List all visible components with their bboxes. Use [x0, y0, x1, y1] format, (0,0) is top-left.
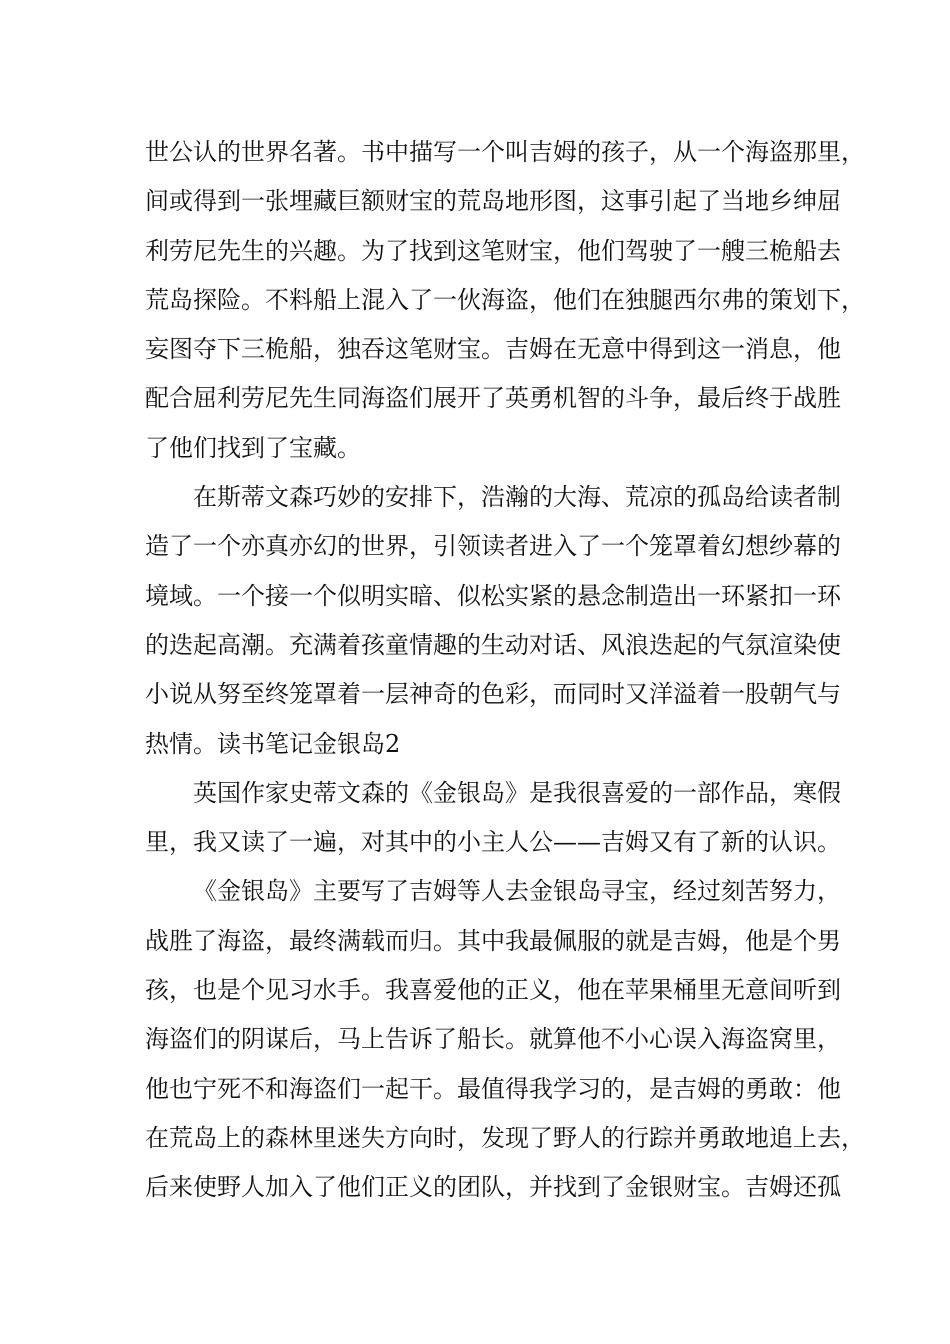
text-line: 英国作家史蒂文森的《金银岛》是我很喜爱的一部作品，寒假 [193, 778, 841, 807]
text-line: 的迭起高潮。充满着孩童情趣的生动对话、风浪迭起的气氛渲染使 [145, 630, 841, 659]
text-line: 里，我又读了一遍，对其中的小主人公——吉姆又有了新的认识。 [145, 828, 841, 857]
text-line: 在荒岛上的森林里迷失方向时，发现了野人的行踪并勇敢地追上去， [145, 1123, 865, 1152]
text-line: 后来使野人加入了他们正义的团队，并找到了金银财宝。吉姆还孤 [145, 1173, 841, 1202]
text-line: 海盗们的阴谋后，马上告诉了船长。就算他不小心误入海盗窝里， [145, 1025, 841, 1054]
text-line: 《金银岛》主要写了吉姆等人去金银岛寻宝，经过刻苦努力， [193, 877, 841, 906]
text-line: 境域。一个接一个似明实暗、似松实紧的悬念制造出一环紧扣一环 [145, 581, 841, 610]
body-text [145, 128, 865, 1213]
text-line: 小说从努至终笼罩着一层神奇的色彩，而同时又洋溢着一股朝气与 [145, 680, 841, 709]
text-line: 造了一个亦真亦幻的世界，引领读者进入了一个笼罩着幻想纱幕的 [145, 532, 841, 561]
text-line: 热情。读书笔记金银岛2 [145, 729, 401, 758]
text-line: 在斯蒂文森巧妙的安排下，浩瀚的大海、荒凉的孤岛给读者制 [193, 483, 841, 512]
text-line: 间或得到一张埋藏巨额财宝的荒岛地形图，这事引起了当地乡绅屈 [145, 187, 841, 216]
text-line: 了他们找到了宝藏。 [145, 433, 361, 462]
text-line: 配合屈利劳尼先生同海盗们展开了英勇机智的斗争，最后终于战胜 [145, 384, 841, 413]
text-line: 妄图夺下三桅船，独吞这笔财宝。吉姆在无意中得到这一消息，他 [145, 335, 841, 364]
text-line: 利劳尼先生的兴趣。为了找到这笔财宝，他们驾驶了一艘三桅船去 [145, 236, 841, 265]
text-line: 荒岛探险。不料船上混入了一伙海盗，他们在独腿西尔弗的策划下， [145, 285, 865, 314]
text-line: 世公认的世界名著。书中描写一个叫吉姆的孩子，从一个海盗那里， [145, 138, 865, 166]
text-line: 孩，也是个见习水手。我喜爱他的正义，他在苹果桶里无意间听到 [145, 976, 841, 1005]
text-line: 他也宁死不和海盗们一起干。最值得我学习的，是吉姆的勇敢：他 [145, 1074, 841, 1103]
text-line: 战胜了海盗，最终满载而归。其中我最佩服的就是吉姆，他是个男 [145, 926, 841, 955]
